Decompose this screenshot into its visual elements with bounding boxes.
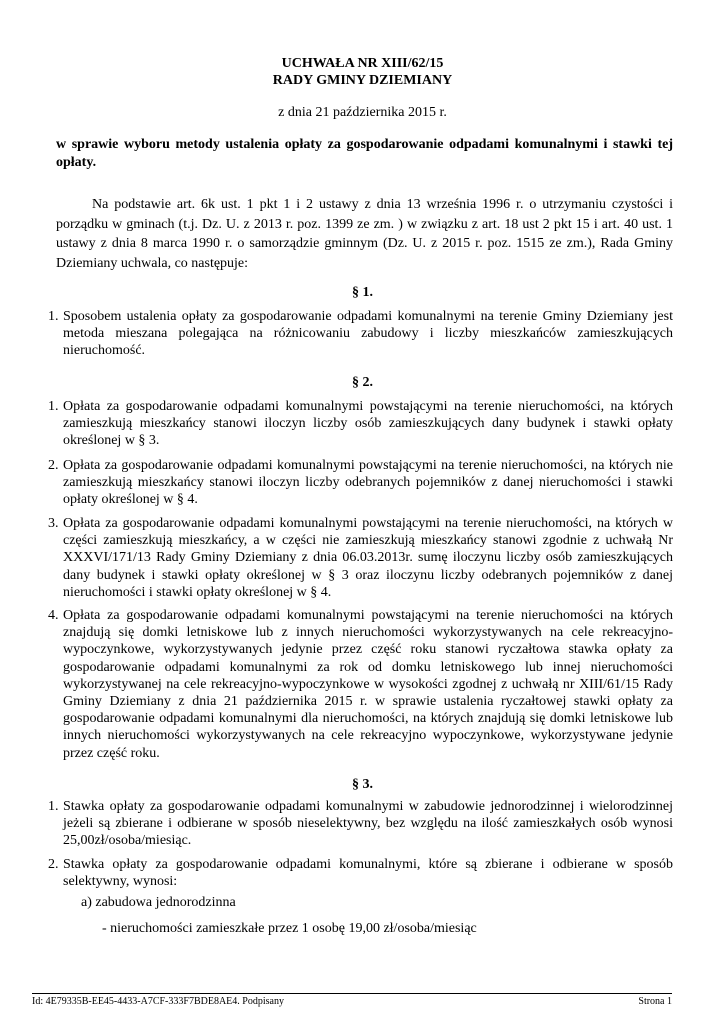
section-heading-3: § 3. (352, 777, 373, 792)
footer-divider (32, 993, 672, 994)
resolution-date: z dnia 21 października 2015 r. (278, 105, 447, 120)
item-number: 1. (48, 309, 59, 324)
item-text: Opłata za gospodarowanie odpadami komunalnymi powstającymi na terenie nieruchomości, na których w części zamieszkują mieszkańcy, a w części nie zamieszkują mieszkańcy stanowi zgodnie z uchwałą Nr XXXVI/171/13 Rady Gminy Dziemiany z dnia 06.03.2013r. sumę iloczynu liczby osób zamieszkujących dany budynek i stawki opłaty określonej w § 3 oraz iloczynu liczby odebranych pojemników z danej nieruchomości i stawki opłaty określonej w § 4. (63, 516, 673, 600)
list-item (48, 798, 673, 850)
item-number: 1. (48, 799, 59, 814)
section-heading-2: § 2. (352, 375, 373, 390)
item-number: 2. (48, 857, 59, 872)
item-number: 4. (48, 608, 59, 623)
subitem-category: a) zabudowa jednorodzinna (81, 895, 236, 910)
subitem-rate: - nieruchomości zamieszkałe przez 1 osobę 19,00 zł/osoba/miesiąc (102, 921, 477, 936)
item-text: Opłata za gospodarowanie odpadami komunalnymi powstającymi na terenie nieruchomości na których znajdują się domki letniskowe lub z innych nieruchomości wykorzystywanych na cele rekreacyjno-wypoczynkowe, wykorzystywanych jedynie przez część roku stanowi ryczałtowa stawka opłaty za gospodarowanie odpadami komunalnymi za rok od domku letniskowego lub innej nieruchomości wykorzystywanej na cele rekreacyjno-wypoczynkowe w wysokości zgodnej z uchwałą nr XIII/61/15 Rady Gminy Dziemiany z dnia 21 października 2015 r. w sprawie ustalenia ryczałtowej stawki opłaty za gospodarowanie odpadami komunalnymi dla nieruchomości, na których znajdują się domki letniskowe lub innych nieruchomości wykorzystywanych na cele rekreacyjno wypoczynkowe, wykorzystywane jedynie przez część roku. (63, 608, 673, 761)
item-text: Opłata za gospodarowanie odpadami komunalnymi powstającymi na terenie nieruchomości, na których zamieszkują mieszkańcy stanowi iloczyn liczby osób zamieszkujących dany budynek i stawki opłaty określonej w § 3. (63, 399, 673, 449)
item-text: Opłata za gospodarowanie odpadami komunalnymi powstającymi na terenie nieruchomości, na których nie zamieszkują mieszkańcy stanowi iloczyn liczby odebranych pojemników z danej nieruchomości i stawki opłaty określonej w § 4. (63, 458, 673, 508)
resolution-subject: w sprawie wyboru metody ustalenia opłaty za gospodarowanie odpadami komunalnymi i stawki tej opłaty. (56, 137, 673, 170)
section-heading-1: § 1. (352, 285, 373, 300)
item-text: Sposobem ustalenia opłaty za gospodarowanie odpadami komunalnymi na terenie Gminy Dziemiany jest metoda mieszana polegająca na różnicowaniu zabudowy i liczby mieszkańców zamieszkujących nieruchomość. (63, 309, 673, 359)
list-item (48, 308, 673, 360)
item-text: Stawka opłaty za gospodarowanie odpadami komunalnymi w zabudowie jednorodzinnej i wielorodzinnej jeżeli są zbierane i odbierane w sposób nieselektywny, bez względu na ilość zamieszkałych osób wynosi 25,00zł/osoba/miesiąc. (63, 799, 673, 849)
list-item (48, 515, 673, 601)
list-item (48, 398, 673, 450)
item-text: Stawka opłaty za gospodarowanie odpadami komunalnymi, które są zbierane i odbierane w sposób selektywny, wynosi: (63, 857, 673, 890)
item-number: 1. (48, 399, 59, 414)
page-number: Strona 1 (638, 996, 672, 1007)
list-item (48, 607, 673, 762)
resolution-title: UCHWAŁA NR XIII/62/15 (281, 56, 444, 71)
item-number: 2. (48, 458, 59, 473)
item-number: 3. (48, 516, 59, 531)
list-item (48, 457, 673, 509)
list-item (48, 856, 673, 890)
document-id: Id: 4E79335B-EE45-4433-A7CF-333F7BDE8AE4. Podpisany (32, 996, 284, 1007)
preamble: Na podstawie art. 6k ust. 1 pkt 1 i 2 ustawy z dnia 13 września 1996 r. o utrzymaniu czystości i porządku w gminach (t.j. Dz. U. z 2013 r. poz. 1399 ze zm. ) w związku z art. 18 ust 2 pkt 15 i art. 40 ust. 1 ustawy z dnia 8 marca 1990 r. o samorządzie gminnym (Dz. U. z 2015 r. poz. 1515 ze zm.), Rada Gminy Dziemiany uchwala, co następuje: (56, 197, 673, 271)
council-name: RADY GMINY DZIEMIANY (272, 73, 453, 88)
